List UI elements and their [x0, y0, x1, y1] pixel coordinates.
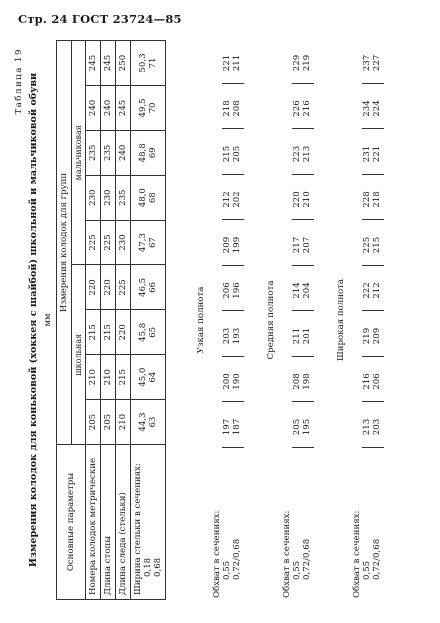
column-divider: [222, 83, 244, 84]
cell-v2: 206: [372, 373, 382, 390]
cell-v2: 209: [372, 327, 382, 345]
cell: [362, 183, 382, 217]
cell-v2: 219: [302, 54, 312, 72]
cell-v2: 68: [148, 192, 158, 204]
cell: 210: [116, 400, 131, 445]
cell: [292, 137, 312, 171]
row-label: Номера колодок метрические: [86, 445, 101, 600]
column-divider: [292, 447, 314, 448]
column-divider: [292, 356, 314, 357]
cell-v1: 231: [362, 145, 372, 163]
cell-v1: 203: [222, 327, 232, 345]
cell-v1: 221: [222, 54, 232, 72]
cell-v1: 226: [292, 100, 302, 117]
column-divider: [362, 129, 384, 130]
cell: 250: [116, 41, 131, 86]
section-value: 0,68: [153, 557, 163, 577]
section-title: Широкая полнота: [336, 279, 346, 361]
section-title: Средняя полнота: [266, 280, 276, 360]
cell: [222, 274, 242, 308]
column-divider: [222, 220, 244, 221]
column-divider: [292, 174, 314, 175]
cell-v2: 199: [232, 236, 242, 254]
rotated-table-block: [10, 40, 410, 600]
cell: 220: [116, 310, 131, 355]
cell-v1: 206: [222, 282, 232, 299]
column-divider: [362, 356, 384, 357]
cell: [131, 220, 166, 265]
table-row-insole: [116, 41, 131, 600]
cell-v1: 212: [222, 191, 232, 208]
column-divider: [362, 311, 384, 312]
cell-v1: 49,5: [138, 98, 148, 118]
cell-v2: 224: [372, 100, 382, 117]
cell: 230: [86, 175, 101, 220]
table-title: Измерения колодок для коньковой (хоккея с шайбой) школьной и мальчиковой обуви: [28, 72, 39, 568]
cell-v2: 202: [232, 191, 242, 208]
header-params: Основные параметры: [57, 445, 86, 600]
cell: [131, 355, 166, 400]
cell-v2: 193: [232, 327, 242, 345]
section-value: 0,55: [292, 560, 302, 580]
cell: 215: [116, 355, 131, 400]
section-value: 0,72/0,68: [232, 538, 242, 580]
column-divider: [292, 402, 314, 403]
column-divider: [362, 447, 384, 448]
section-value: 0,72/0,68: [302, 538, 312, 580]
cell-v1: 50,3: [138, 53, 148, 73]
cell: [362, 228, 382, 262]
cell: [222, 365, 242, 399]
girth-row: [212, 40, 246, 600]
cell: [131, 130, 166, 175]
cell: [292, 365, 312, 399]
cell-v2: 65: [148, 326, 158, 338]
cell: 245: [116, 86, 131, 131]
cell-v2: 218: [372, 191, 382, 208]
column-divider: [362, 174, 384, 175]
cell: [131, 310, 166, 355]
cell-v1: 48,8: [138, 143, 148, 163]
cell: 230: [101, 175, 116, 220]
cell: 240: [101, 86, 116, 131]
cell-v2: 204: [302, 282, 312, 299]
cell-v2: 213: [302, 145, 312, 163]
row-label: [282, 478, 312, 598]
cell: 235: [101, 130, 116, 175]
column-divider: [222, 174, 244, 175]
cell-v1: 215: [222, 145, 232, 163]
cell-v1: 225: [362, 236, 372, 254]
column-divider: [292, 311, 314, 312]
cell: [222, 228, 242, 262]
row-label: [352, 478, 382, 598]
cell-v2: 196: [232, 282, 242, 299]
cell: 235: [86, 130, 101, 175]
cell: 230: [116, 220, 131, 265]
header-boys: мальчиковая: [72, 41, 86, 266]
cell-v2: 216: [302, 100, 312, 117]
column-divider: [292, 220, 314, 221]
cell: [292, 274, 312, 308]
cell: [362, 319, 382, 353]
column-divider: [362, 220, 384, 221]
cell: 215: [101, 310, 116, 355]
cell-v2: 210: [302, 191, 312, 208]
cell-v1: 197: [222, 418, 232, 436]
cell: [362, 92, 382, 126]
cell-v1: 219: [362, 327, 372, 345]
cell-v1: 237: [362, 54, 372, 72]
column-divider: [362, 265, 384, 266]
main-table: [56, 40, 166, 600]
row-label-text: Обхват в сечениях:: [352, 510, 362, 598]
cell: [362, 274, 382, 308]
cell: [131, 265, 166, 310]
cell-v1: 47,3: [138, 233, 148, 253]
header-groups: Измерения колодок для групп: [57, 41, 72, 445]
cell-v1: 229: [292, 54, 302, 72]
header-school: школьная: [72, 265, 86, 445]
cell-v2: 203: [372, 418, 382, 436]
cell: [131, 41, 166, 86]
cell: [362, 410, 382, 444]
column-divider: [222, 402, 244, 403]
cell: [131, 86, 166, 131]
row-label-text: Обхват в сечениях:: [212, 510, 222, 598]
cell: [292, 319, 312, 353]
cell-v1: 218: [222, 100, 232, 117]
cell: 210: [86, 355, 101, 400]
cell-v2: 70: [148, 102, 158, 114]
cell: [222, 46, 242, 80]
cell-v2: 66: [148, 281, 158, 293]
table-row-foot: [101, 41, 116, 600]
cell: 225: [86, 220, 101, 265]
column-divider: [292, 129, 314, 130]
cell-v1: 48,0: [138, 188, 148, 208]
cell-v2: 63: [148, 416, 158, 428]
cell-v2: 187: [232, 418, 242, 436]
column-divider: [362, 83, 384, 84]
cell-v1: 223: [292, 145, 302, 163]
cell-v2: 71: [148, 57, 158, 69]
cell: [292, 183, 312, 217]
cell-v2: 198: [302, 373, 312, 390]
cell: [292, 228, 312, 262]
row-label-text: Ширина стельки в сечениях:: [133, 463, 143, 595]
row-label-text: Обхват в сечениях:: [282, 510, 292, 598]
cell-v1: 222: [362, 282, 372, 299]
cell-v2: 211: [232, 54, 242, 72]
cell: 240: [116, 130, 131, 175]
cell: [222, 319, 242, 353]
cell-v1: 217: [292, 236, 302, 254]
cell-v2: 64: [148, 371, 158, 383]
row-label: [212, 478, 242, 598]
cell: 245: [101, 41, 116, 86]
table-number: Таблица 19: [14, 48, 24, 115]
cell-v1: 46,5: [138, 277, 148, 298]
cell-v1: 45,8: [138, 322, 148, 342]
cell-v2: 195: [302, 418, 312, 436]
section-value: 0,55: [222, 560, 232, 580]
cell-v2: 190: [232, 373, 242, 390]
cell: [292, 46, 312, 80]
cell: 220: [101, 265, 116, 310]
cell: [222, 183, 242, 217]
cell-v1: 211: [292, 327, 302, 345]
page-header: Стр. 24 ГОСТ 23724—85: [18, 12, 182, 26]
cell: 220: [86, 265, 101, 310]
column-divider: [222, 129, 244, 130]
cell-v1: 228: [362, 191, 372, 208]
cell: [362, 46, 382, 80]
section-value: 0,18: [143, 557, 153, 577]
cell: [131, 400, 166, 445]
column-divider: [292, 265, 314, 266]
table-row-width: [131, 41, 166, 600]
cell: 225: [116, 265, 131, 310]
cell-v1: 216: [362, 373, 372, 390]
column-divider: [222, 265, 244, 266]
cell-v2: 201: [302, 327, 312, 345]
section-value: 0,55: [362, 560, 372, 580]
cell-v2: 227: [372, 54, 382, 72]
cell-v1: 200: [222, 373, 232, 390]
cell-v2: 207: [302, 236, 312, 254]
cell: [362, 365, 382, 399]
cell-v1: 205: [292, 418, 302, 436]
cell-v2: 215: [372, 236, 382, 254]
cell-v1: 220: [292, 191, 302, 208]
column-divider: [222, 447, 244, 448]
table-row-sizes: [86, 41, 101, 600]
row-label: Длина следа (стельки): [116, 445, 131, 600]
cell: [292, 92, 312, 126]
column-divider: [292, 83, 314, 84]
cell-v1: 44,3: [138, 412, 148, 432]
cell-v1: 45,0: [138, 367, 148, 387]
cell-v1: 213: [362, 418, 372, 436]
section-title: Узкая полнота: [196, 286, 206, 354]
cell-v2: 69: [148, 147, 158, 159]
column-divider: [222, 311, 244, 312]
section-value: 0,72/0,68: [372, 538, 382, 580]
cell: 225: [101, 220, 116, 265]
row-label: Длина стопы: [101, 445, 116, 600]
cell: [131, 175, 166, 220]
cell: [222, 410, 242, 444]
cell: 215: [86, 310, 101, 355]
girth-row: [282, 40, 316, 600]
girth-row: [352, 40, 386, 600]
cell: 240: [86, 86, 101, 131]
table-unit: мм: [42, 313, 52, 327]
cell: 205: [101, 400, 116, 445]
cell: [222, 137, 242, 171]
cell-v1: 208: [292, 373, 302, 390]
column-divider: [222, 356, 244, 357]
cell: 235: [116, 175, 131, 220]
cell: [362, 137, 382, 171]
cell-v1: 234: [362, 100, 372, 117]
cell: [292, 410, 312, 444]
cell: 210: [101, 355, 116, 400]
cell-v2: 221: [372, 145, 382, 163]
cell: 245: [86, 41, 101, 86]
column-divider: [362, 402, 384, 403]
cell: [222, 92, 242, 126]
cell: 205: [86, 400, 101, 445]
cell-v2: 67: [148, 237, 158, 249]
cell-v2: 205: [232, 145, 242, 163]
cell-v2: 208: [232, 100, 242, 117]
cell-v1: 214: [292, 282, 302, 299]
row-label: [131, 445, 166, 600]
cell-v2: 212: [372, 282, 382, 299]
cell-v1: 209: [222, 236, 232, 254]
